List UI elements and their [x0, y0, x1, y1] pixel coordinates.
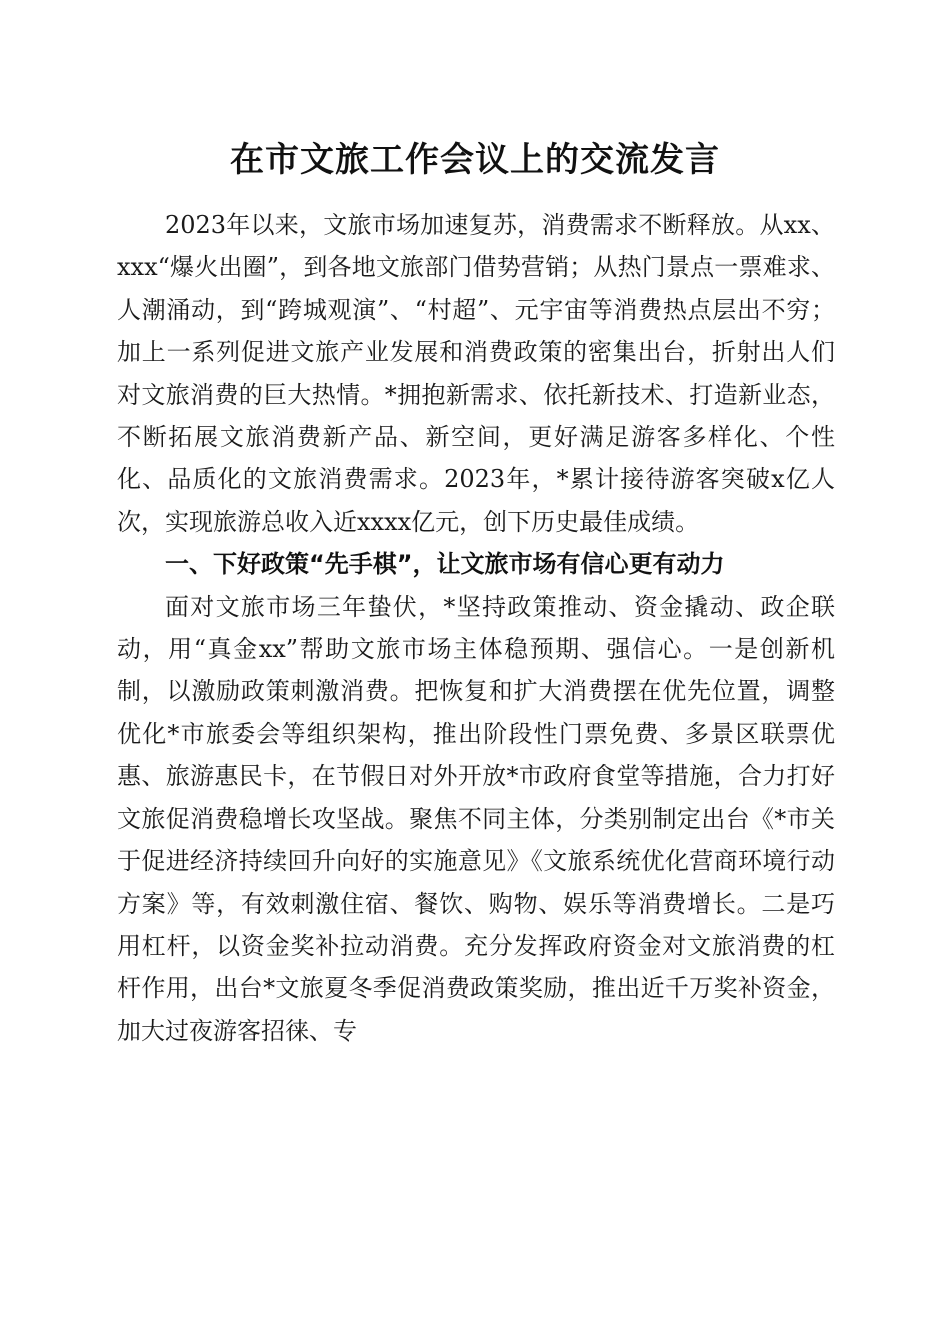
- document-body: [117, 204, 835, 1052]
- section-1-paragraph: 面对文旅市场三年蛰伏，*坚持政策推动、资金撬动、政企联动，用“真金xx”帮助文旅市场主体稳预期、强信心。一是创新机制，以激励政策刺激消费。把恢复和扩大消费摆在优先位置，调整优化*市旅委会等组织架构，推出阶段性门票免费、多景区联票优惠、旅游惠民卡，在节假日对外开放*市政府食堂等措施，合力打好文旅促消费稳增长攻坚战。聚焦不同主体，分类别制定出台《*市关于促进经济持续回升向好的实施意见》《文旅系统优化营商环境行动方案》等，有效刺激住宿、餐饮、购物、娱乐等消费增长。二是巧用杠杆，以资金奖补拉动消费。充分发挥政府资金对文旅消费的杠杆作用，出台*文旅夏冬季促消费政策奖励，推出近千万奖补资金，加大过夜游客招徕、专: [117, 592, 835, 1045]
- document-title: 在市文旅工作会议上的交流发言: [230, 140, 720, 180]
- section-heading-1: 一、下好政策“先手棋”，让文旅市场有信心更有动力: [165, 550, 725, 579]
- intro-paragraph: 2023年以来，文旅市场加速复苏，消费需求不断释放。从xx、xxx“爆火出圈”，到各地文旅部门借势营销；从热门景点一票难求、人潮涌动，到“跨城观演”、“村超”、元宇宙等消费热点层出不穷；加上一系列促进文旅产业发展和消费政策的密集出台，折射出人们对文旅消费的巨大热情。*拥抱新需求、依托新技术、打造新业态，不断拓展文旅消费新产品、新空间，更好满足游客多样化、个性化、品质化的文旅消费需求。2023年，*累计接待游客突破x亿人次，实现旅游总收入近xxxx亿元，创下历史最佳成绩。: [117, 211, 835, 536]
